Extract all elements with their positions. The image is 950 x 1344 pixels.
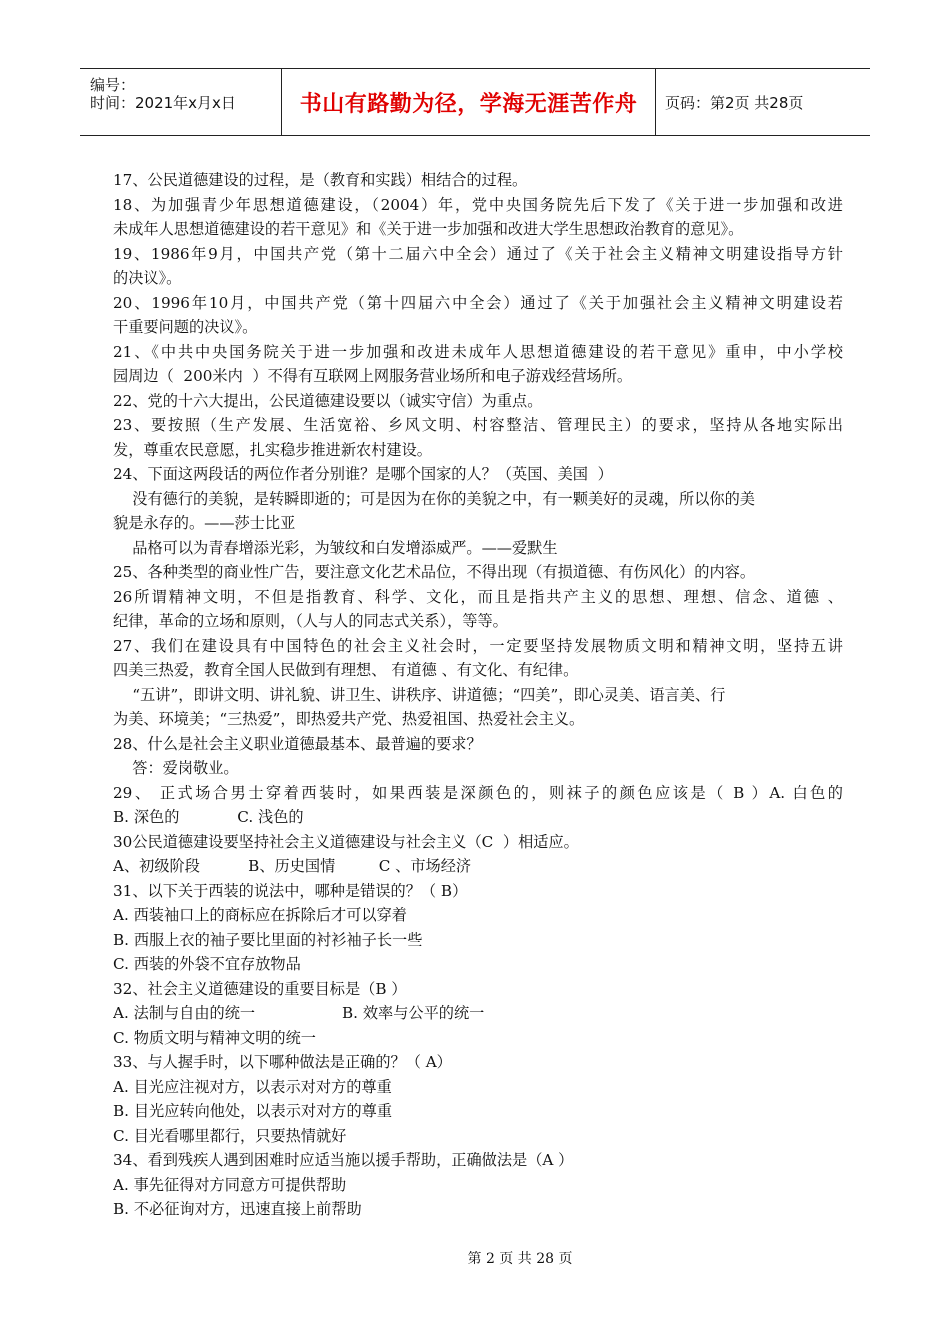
text-line: 23、要按照（生产发展、生活宽裕、乡风文明、村容整洁、管理民主）的要求，坚持从各地实际出: [113, 416, 843, 434]
text-line: 未成年人思想道德建设的若干意见》和《关于进一步加强和改进大学生思想政治教育的意见》。: [113, 220, 744, 238]
text-line: 29、 正式场合男士穿着西装时，如果西装是深颜色的，则袜子的颜色应该是（ B ）A. 白色的: [113, 783, 843, 802]
text-line: 21、《中共中央国务院关于进一步加强和改进未成年人思想道德建设的若干意见》重申，中小学校: [113, 342, 843, 361]
text-line: B. 不必征询对方，迅速直接上前帮助: [113, 1200, 362, 1218]
text-line: 干重要问题的决议》。: [113, 318, 258, 336]
text-line: B. 深色的 C. 浅色的: [113, 808, 304, 826]
document-body: [113, 168, 843, 1222]
header-motto: 书山有路勤为径，学海无涯苦作舟: [282, 69, 656, 135]
text-line: A. 事先征得对方同意方可提供帮助: [113, 1175, 347, 1194]
text-line: 28、什么是社会主义职业道德最基本、最普遍的要求？: [113, 734, 482, 753]
document-date-label: 时间：2021年x月x日: [90, 94, 236, 112]
text-line: A. 法制与自由的统一 B. 效率与公平的统一: [113, 1004, 485, 1022]
text-line: B. 目光应转向他处，以表示对对方的尊重: [113, 1102, 393, 1120]
header-page-label: 页码：第2页 共28页: [665, 93, 804, 112]
text-line: 22、党的十六大提出，公民道德建设要以（诚实守信）为重点。: [113, 391, 543, 410]
text-line: 24、下面这两段话的两位作者分别谁？是哪个国家的人？（英国、美国 ）: [113, 465, 613, 483]
text-line: 答：爱岗敬业。: [113, 759, 239, 777]
page-header: [80, 68, 870, 136]
text-line: 31、以下关于西装的说法中，哪种是错误的？（ B）: [113, 881, 468, 900]
text-line: 四美三热爱，教育全国人民做到有理想、 有道德 、有文化、有纪律。: [113, 661, 579, 679]
page-footer: 第 2 页 共 28 页: [467, 1251, 573, 1267]
text-line: 19、1986年9月，中国共产党（第十二届六中全会）通过了《关于社会主义精神文明建设指导方针: [113, 244, 843, 263]
text-line: 34、看到残疾人遇到困难时应适当施以援手帮助，正确做法是（A ）: [113, 1151, 574, 1169]
text-line: 品格可以为青春增添光彩，为皱纹和白发增添威严。——爱默生: [113, 538, 558, 557]
text-line: A. 目光应注视对方，以表示对对方的尊重: [113, 1077, 392, 1096]
text-line: A. 西装袖口上的商标应在拆除后才可以穿着: [113, 906, 407, 924]
text-line: C. 西装的外袋不宜存放物品: [113, 955, 301, 973]
text-line: 18、为加强青少年思想道德建设，（2004）年，党中央国务院先后下发了《关于进一步加强和改进: [113, 195, 843, 214]
text-line: 为美、环境美；“三热爱”，即热爱共产党、热爱祖国、热爱社会主义。: [113, 710, 585, 728]
text-line: 貌是永存的。——莎士比亚: [113, 514, 296, 532]
text-line: C. 目光看哪里都行，只要热情就好: [113, 1126, 347, 1145]
text-line: 27、我们在建设具有中国特色的社会主义社会时，一定要坚持发展物质文明和精神文明，坚持五讲: [113, 636, 843, 655]
text-line: C. 物质文明与精神文明的统一: [113, 1028, 316, 1047]
header-meta-cell: [80, 69, 282, 135]
text-line: 25、各种类型的商业性广告，要注意文化艺术品位，不得出现（有损道德、有伤风化）的内容。: [113, 563, 756, 581]
text-line: 26所谓精神文明，不但是指教育、科学、文化，而且是指共产主义的思想、理想、信念、道德 、: [113, 587, 843, 606]
text-line: 33、与人握手时，以下哪种做法是正确的？（ A）: [113, 1053, 452, 1071]
text-line: 30公民道德建设要坚持社会主义道德建设与社会主义（C ）相适应。: [113, 832, 579, 851]
text-line: 没有德行的美貌，是转瞬即逝的；可是因为在你的美貌之中，有一颗美好的灵魂，所以你的美: [113, 489, 755, 508]
text-line: A、初级阶段 B、历史国情 C 、市场经济: [113, 857, 472, 875]
text-line: 32、社会主义道德建设的重要目标是（B ）: [113, 979, 407, 998]
text-line: 20、1996年10月，中国共产党（第十四届六中全会）通过了《关于加强社会主义精神文明建设若: [113, 293, 843, 312]
text-line: 纪律，革命的立场和原则，（人与人的同志式关系），等等。: [113, 612, 508, 630]
text-line: 17、公民道德建设的过程，是（教育和实践）相结合的过程。: [113, 171, 528, 189]
text-line: B. 西服上衣的袖子要比里面的衬衫袖子长一些: [113, 930, 423, 949]
text-line: 的决议》。: [113, 269, 182, 287]
document-number-label: 编号：: [90, 76, 136, 94]
text-line: “五讲”，即讲文明、讲礼貌、讲卫生、讲秩序、讲道德；“四美”，即心灵美、语言美、行: [113, 685, 726, 704]
text-line: 园周边（ 200米内 ）不得有互联网上网服务营业场所和电子游戏经营场所。: [113, 367, 633, 385]
text-line: 发，尊重农民意愿，扎实稳步推进新农村建设。: [113, 440, 432, 459]
